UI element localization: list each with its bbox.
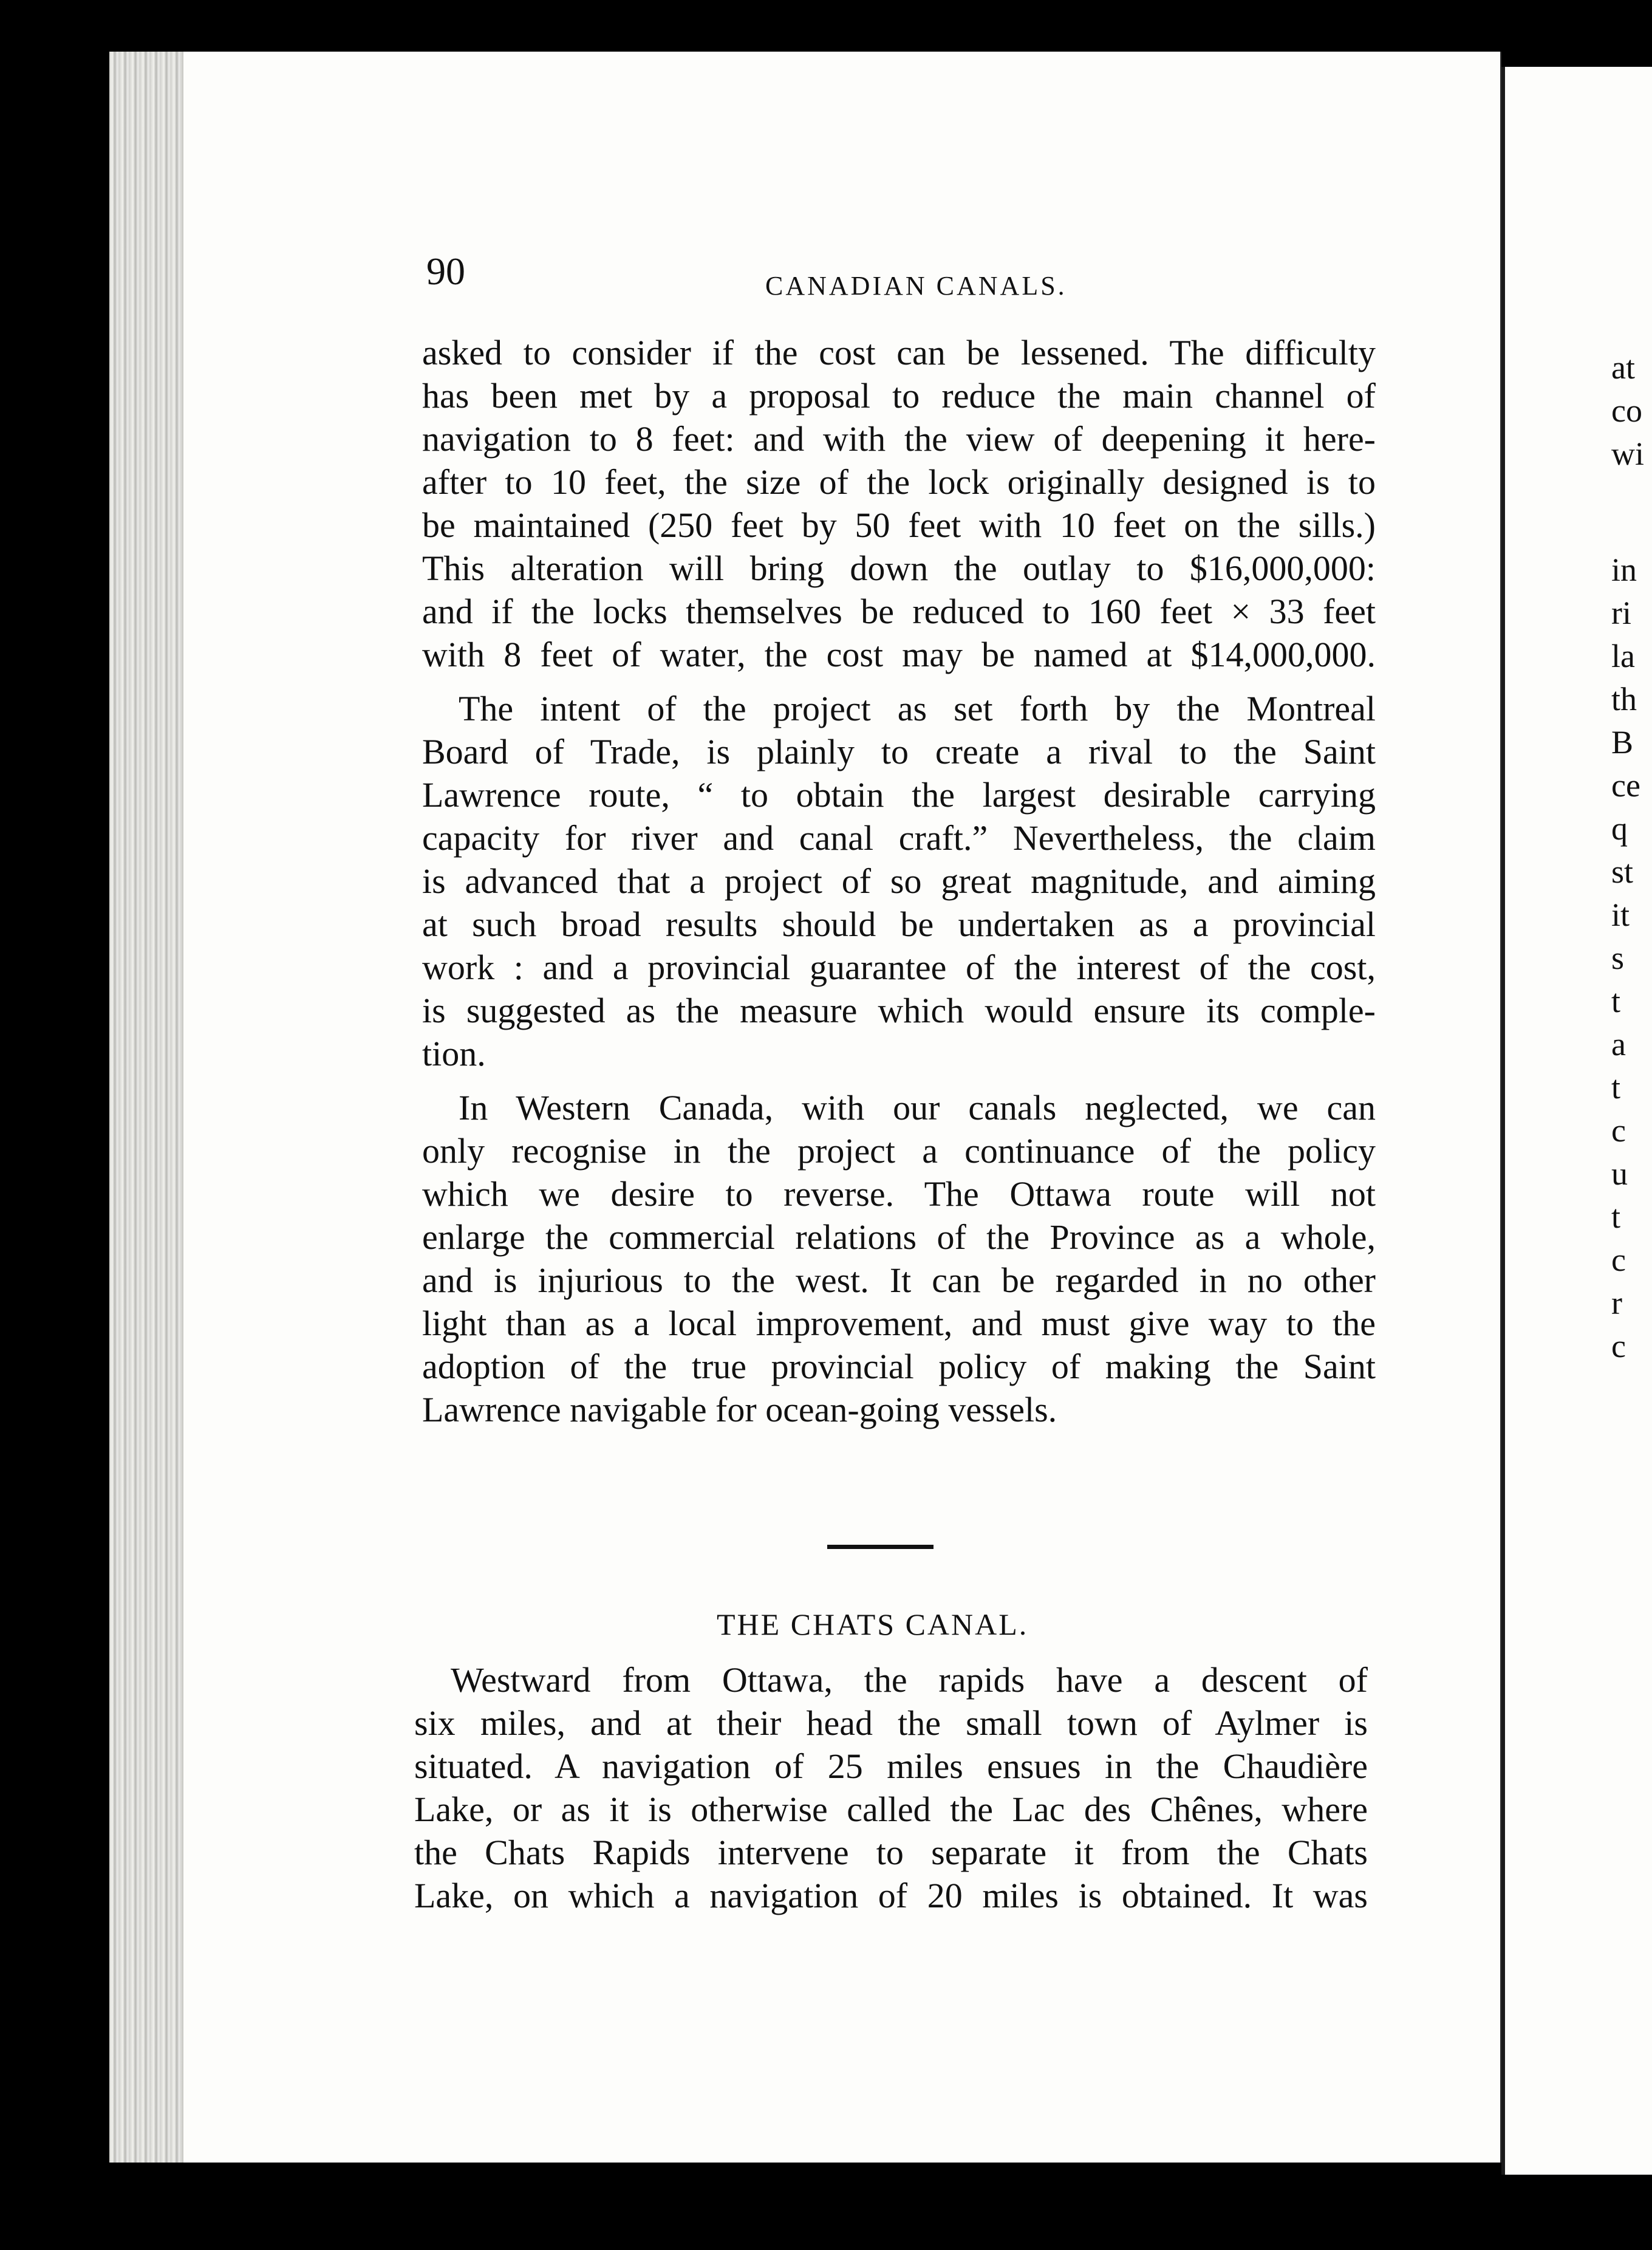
facing-text-fragment: c xyxy=(1611,1242,1626,1278)
facing-text-fragment: c xyxy=(1611,1328,1626,1364)
main-text xyxy=(422,331,1376,1431)
facing-text-fragment: s xyxy=(1611,940,1625,976)
text-line: and is injurious to the west. It can be regarded in no other xyxy=(422,1260,1376,1300)
text-line: and if the locks themselves be reduced to 160 feet × 33 feet xyxy=(422,592,1376,631)
text-line: capacity for river and canal craft.” Nevertheless, the claim xyxy=(422,818,1376,858)
text-line: Board of Trade, is plainly to create a rival to the Saint xyxy=(422,732,1376,771)
text-line: navigation to 8 feet: and with the view of deepening it here- xyxy=(422,419,1376,459)
text-line: after to 10 feet, the size of the lock originally designed is to xyxy=(422,462,1376,502)
text-line: situated. A navigation of 25 miles ensues in the Chaudière xyxy=(414,1746,1368,1786)
facing-text-fragment: c xyxy=(1611,1112,1626,1149)
facing-text-fragment: th xyxy=(1611,681,1637,717)
facing-text-fragment: t xyxy=(1611,983,1621,1019)
text-line: be maintained (250 feet by 50 feet with 10 feet on the sills.) xyxy=(422,505,1376,545)
facing-text-fragment: at xyxy=(1611,349,1635,386)
text-line: which we desire to reverse. The Ottawa route will not xyxy=(422,1174,1376,1214)
text-line: In Western Canada, with our canals neglected, we can xyxy=(459,1088,1376,1127)
facing-text-fragment: co xyxy=(1611,392,1642,429)
text-line: tion. xyxy=(422,1034,486,1073)
text-line: Lawrence route, “ to obtain the largest desirable carrying xyxy=(422,775,1376,815)
text-line: work : and a provincial guarantee of the interest of the cost, xyxy=(422,948,1376,987)
text-line: with 8 feet of water, the cost may be named at $14,000,000. xyxy=(422,635,1376,674)
facing-text-fragment: it xyxy=(1611,897,1630,933)
text-line: The intent of the project as set forth by the Montreal xyxy=(459,689,1376,728)
text-line: Lake, or as it is otherwise called the Lac des Chênes, where xyxy=(414,1790,1368,1829)
facing-text-fragment: la xyxy=(1611,638,1635,674)
facing-text-fragment: u xyxy=(1611,1155,1628,1192)
page-number: 90 xyxy=(426,250,465,293)
facing-text-fragment: t xyxy=(1611,1199,1621,1235)
facing-text-fragment: in xyxy=(1611,552,1637,588)
text-line: has been met by a proposal to reduce the main channel of xyxy=(422,376,1376,415)
text-line: light than as a local improvement, and must give way to the xyxy=(422,1304,1376,1343)
paragraph xyxy=(422,331,1376,676)
text-line: only recognise in the project a continuance of the policy xyxy=(422,1131,1376,1171)
section-divider xyxy=(827,1545,934,1549)
section-text xyxy=(414,1658,1368,1917)
text-line: is advanced that a project of so great magnitude, and aiming xyxy=(422,861,1376,901)
text-line: Lake, on which a navigation of 20 miles is obtained. It was xyxy=(414,1876,1368,1915)
section-heading: THE CHATS CANAL. xyxy=(717,1607,1029,1641)
text-line: adoption of the true provincial policy of making the Saint xyxy=(422,1347,1376,1386)
facing-text-fragment: st xyxy=(1611,853,1634,890)
facing-text-fragment: wi xyxy=(1611,436,1644,472)
facing-text-fragment: a xyxy=(1611,1026,1626,1062)
text-line: at such broad results should be undertaken as a provincial xyxy=(422,904,1376,944)
text-line: Westward from Ottawa, the rapids have a descent of xyxy=(451,1660,1368,1700)
text-line: the Chats Rapids intervene to separate it from the Chats xyxy=(414,1833,1368,1872)
text-line: asked to consider if the cost can be lessened. The difficulty xyxy=(422,333,1376,372)
paragraph xyxy=(422,1086,1376,1431)
text-line: This alteration will bring down the outlay to $16,000,000: xyxy=(422,549,1376,588)
facing-text-fragment: r xyxy=(1611,1285,1622,1321)
facing-page xyxy=(1501,67,1652,2175)
facing-text-fragment: B xyxy=(1611,724,1634,761)
text-line: six miles, and at their head the small town of Aylmer is xyxy=(414,1703,1368,1743)
facing-text-fragment: ce xyxy=(1611,767,1640,804)
paragraph xyxy=(422,687,1376,1075)
facing-text-fragment: q xyxy=(1611,810,1628,847)
running-title: CANADIAN CANALS. xyxy=(765,271,1067,301)
text-line: enlarge the commercial relations of the Province as a whole, xyxy=(422,1217,1376,1257)
text-line: Lawrence navigable for ocean-going vessels. xyxy=(422,1390,1057,1429)
text-line: is suggested as the measure which would ensure its comple- xyxy=(422,991,1376,1030)
facing-text-fragment: t xyxy=(1611,1069,1621,1106)
page-edges xyxy=(109,52,183,2163)
facing-text-fragment: ri xyxy=(1611,595,1631,631)
